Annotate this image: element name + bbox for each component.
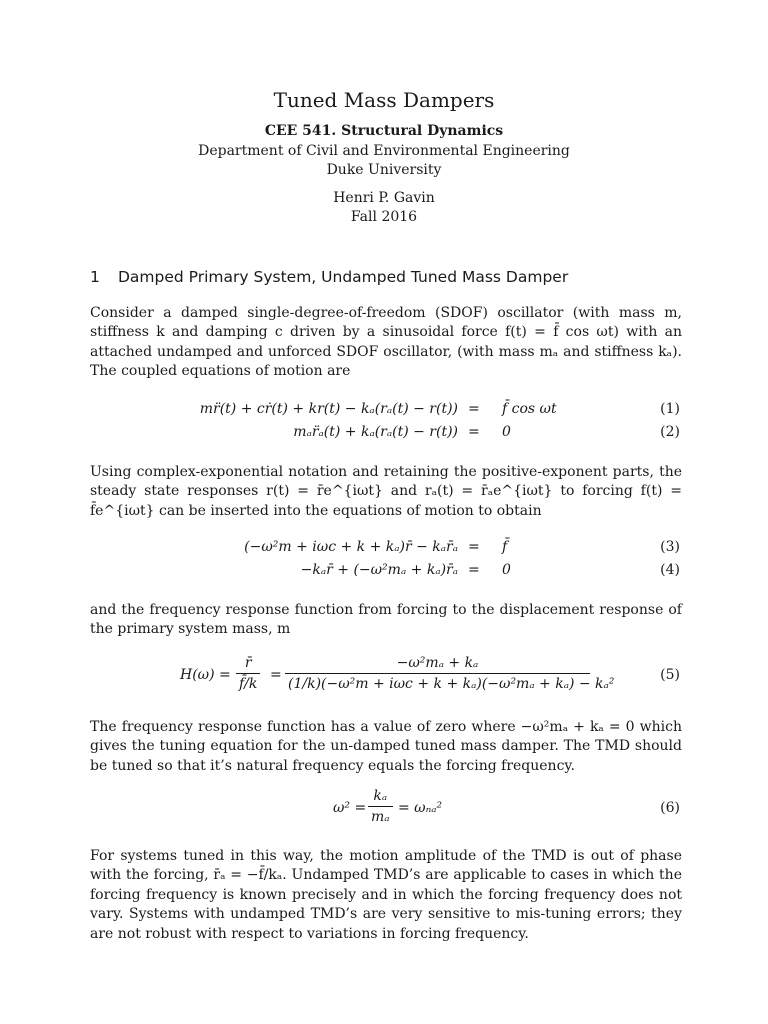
equation-1-tag: (1) (660, 401, 680, 417)
university: Duke University (326, 162, 442, 178)
document-title: Tuned Mass Dampers (273, 88, 495, 112)
paragraph-tuning: The frequency response function has a value of zero where −ω²mₐ + kₐ = 0 which gives the tuning equation for the un-damped tuned mass damper. The TMD should be tuned so that it’s natural frequency equals the forcing frequency. (90, 719, 682, 774)
equation-5-lhs: H(ω) = (180, 667, 231, 683)
equation-2-op: = (468, 424, 480, 440)
equation-5-equals: = (270, 667, 282, 683)
equation-5-fraction-2 (285, 655, 615, 692)
paragraph-conclusion: For systems tuned in this way, the motion amplitude of the TMD is out of phase with the forcing, r̄ₐ = −f̄/kₐ. Undamped TMD’s are applicable to cases in which the forcing frequency is known precisely and in which the forcing frequency does not vary. Systems with undamped TMD’s are very sensitive to mis-tuning errors; they are not robust with respect to variations in forcing frequency. (90, 848, 682, 942)
equation-3 (0, 539, 768, 561)
equation-4 (0, 562, 768, 584)
equation-6-lhs: ω² = (333, 800, 367, 816)
section-heading (90, 268, 690, 286)
paragraph-frf-intro: and the frequency response function from forcing to the displacement response of the primary system mass, m (90, 602, 682, 638)
equation-6-rhs: = ωₙₐ² (398, 800, 443, 816)
equation-1 (0, 401, 768, 423)
equation-5-frac1-denominator: f̄/k (239, 676, 258, 692)
equation-4-tag: (4) (660, 562, 680, 578)
equation-2-rhs: 0 (502, 424, 511, 440)
equation-4-rhs: 0 (502, 562, 511, 578)
equation-2-lhs: mₐr̈ₐ(t) + kₐ(rₐ(t) − r(t)) (293, 424, 458, 440)
course-name: CEE 541. Structural Dynamics (264, 123, 504, 139)
equation-5-fraction-1 (236, 655, 260, 692)
equation-4-op: = (468, 562, 480, 578)
equation-5-frac2-denominator: (1/k)(−ω²m + iωc + k + kₐ)(−ω²mₐ + kₐ) − kₐ² (288, 676, 615, 692)
equation-6-fraction (368, 788, 393, 825)
department: Department of Civil and Environmental Engineering (198, 143, 570, 159)
equation-3-rhs: f̄ (502, 539, 508, 555)
equation-6-denominator: mₐ (371, 809, 390, 825)
equation-6-tag: (6) (660, 800, 680, 816)
equation-1-op: = (468, 401, 480, 417)
equation-6-numerator: kₐ (368, 788, 393, 807)
paragraph-intro: Consider a damped single-degree-of-freedom (SDOF) oscillator (with mass m, stiffness k and damping c driven by a sinusoidal force f(t) = f̄ cos ωt) with an attached undamped and unforced SDOF oscillator, (with mass mₐ and stiffness kₐ). The coupled equations of motion are (90, 305, 682, 380)
equation-3-tag: (3) (660, 539, 680, 555)
section-number: 1 (90, 268, 100, 286)
equation-6 (0, 788, 768, 834)
equation-5 (0, 655, 768, 705)
equation-3-op: = (468, 539, 480, 555)
equation-3-lhs: (−ω²m + iωc + k + kₐ)r̄ − kₐr̄ₐ (244, 539, 458, 555)
equation-2-tag: (2) (660, 424, 680, 440)
author: Henri P. Gavin (333, 190, 435, 206)
equation-5-frac1-numerator: r̄ (236, 655, 260, 674)
paragraph-complex-notation: Using complex-exponential notation and retaining the positive-exponent parts, the steady state responses r(t) = r̄e^{iωt} and rₐ(t) = r̄ₐe^{iωt} to forcing f(t) = f̄e^{iωt} can be inserted into the equations of motion to obtain (90, 464, 682, 519)
equation-1-rhs: f̄ cos ωt (502, 401, 557, 417)
equation-4-lhs: −kₐr̄ + (−ω²mₐ + kₐ)r̄ₐ (300, 562, 458, 578)
equation-5-frac2-numerator: −ω²mₐ + kₐ (285, 655, 590, 674)
equation-1-lhs: mr̈(t) + cṙ(t) + kr(t) − kₐ(rₐ(t) − r(t)) (199, 401, 458, 417)
section-title: Damped Primary System, Undamped Tuned Mass Damper (118, 268, 569, 286)
term: Fall 2016 (350, 209, 418, 225)
equation-2 (0, 424, 768, 446)
equation-5-tag: (5) (660, 667, 680, 683)
